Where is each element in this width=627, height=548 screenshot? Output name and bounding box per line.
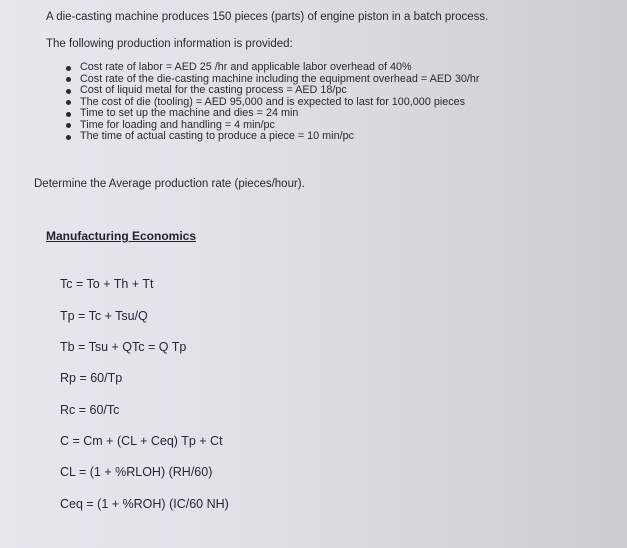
list-item: Time for loading and handling = 4 min/pc [64,120,479,132]
section-heading: Manufacturing Economics [46,229,197,243]
formula-cost-per-piece: C = Cm + (CL + Ceq) Tp + Ct [60,434,223,448]
formula-cycle-time: Tc = To + Th + Tt [60,277,154,291]
question-text: Determine the Average production rate (pieces/hour). [34,178,305,190]
list-item: Cost of liquid metal for the casting process = AED 18/pc [64,85,479,97]
list-item: The time of actual casting to produce a piece = 10 min/pc [64,131,479,143]
formula-avg-production-rate: Rp = 60/Tp [60,371,123,385]
formula-cycle-rate: Rc = 60/Tc [60,403,120,417]
production-info-list [64,62,479,143]
problem-intro-line-2: The following production information is provided: [46,38,293,50]
list-item: Cost rate of labor = AED 25 /hr and applicable labor overhead of 40% [64,62,479,74]
list-item: The cost of die (tooling) = AED 95,000 and is expected to last for 100,000 pieces [64,97,479,109]
list-item: Time to set up the machine and dies = 24 min [64,108,479,120]
formula-equipment-cost-rate: Ceq = (1 + %ROH) (IC/60 NH) [60,497,229,511]
problem-intro-line-1: A die-casting machine produces 150 pieces (parts) of engine piston in a batch process. [46,11,489,23]
formula-batch-time: Tb = Tsu + QTc = Q Tp [60,340,187,354]
formula-labor-cost-rate: CL = (1 + %RLOH) (RH/60) [60,465,213,479]
formula-avg-production-time: Tp = Tc + Tsu/Q [60,309,148,323]
list-item: Cost rate of the die-casting machine including the equipment overhead = AED 30/hr [64,74,479,86]
